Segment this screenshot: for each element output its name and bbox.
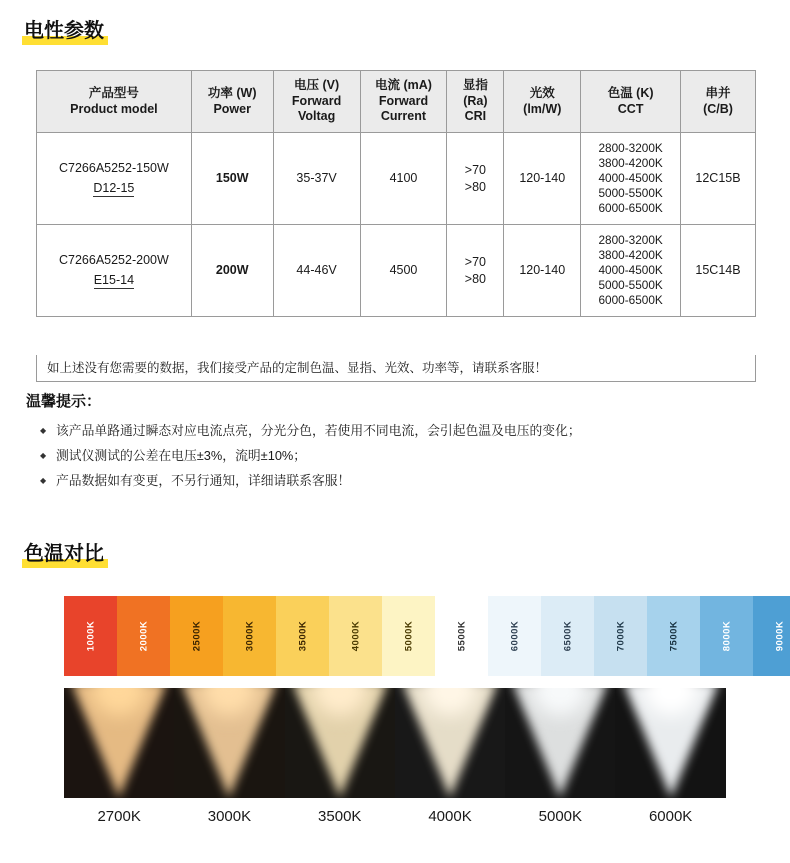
cell-model: C7266A5252-200W E15-14 (37, 225, 192, 317)
cell-cb: 12C15B (681, 133, 756, 225)
cct-swatch-strip (64, 596, 790, 676)
cell-power: 150W (191, 133, 273, 225)
list-item: ◆ 产品数据如有变更，不另行通知，详细请联系客服！ (56, 469, 766, 494)
cct-swatch: 7500K (647, 596, 700, 676)
tips-list (26, 419, 766, 494)
cell-cri: >70 >80 (447, 133, 504, 225)
beam-label-row (64, 802, 726, 825)
cell-efficacy: 120-140 (504, 225, 581, 317)
spec-table-wrapper (36, 70, 756, 317)
col-header-voltage: 电压 (V) Forward Voltag (273, 71, 360, 133)
tips-section (26, 390, 766, 494)
cct-swatch: 6500K (541, 596, 594, 676)
spec-table (36, 70, 756, 317)
beam-photo (505, 688, 615, 798)
cell-efficacy: 120-140 (504, 133, 581, 225)
cell-current: 4500 (360, 225, 447, 317)
cell-voltage: 44-46V (273, 225, 360, 317)
page-title-electrical-text: 电性参数 (24, 20, 104, 42)
cct-swatch: 7000K (594, 596, 647, 676)
cct-swatch: 4000K (329, 596, 382, 676)
cell-voltage: 35-37V (273, 133, 360, 225)
cell-model: C7266A5252-150W D12-15 (37, 133, 192, 225)
beam-photo (285, 688, 395, 798)
page-title-electrical (22, 20, 108, 44)
beam-label: 4000K (428, 808, 472, 825)
cct-swatch: 9000K (753, 596, 790, 676)
col-header-cri: 显指 (Ra) CRI (447, 71, 504, 133)
tips-heading: 温馨提示： (26, 393, 102, 410)
beam-label: 5000K (538, 808, 583, 825)
page-title-cct-text: 色温对比 (24, 543, 104, 565)
cell-current: 4100 (360, 133, 447, 225)
cct-swatch: 8000K (700, 596, 753, 676)
col-header-model: 产品型号 Product model (37, 71, 192, 133)
cell-cct: 2800-3200K 3800-4200K 4000-4500K 5000-5500K 6000-6500K (581, 225, 681, 317)
spec-table-head (37, 71, 756, 133)
col-header-cb: 串并 (C/B) (681, 71, 756, 133)
cct-swatch: 5000K (382, 596, 435, 676)
list-item: ◆ 测试仪测试的公差在电压±3%，流明±10%； (56, 444, 766, 469)
cell-cri: >70 >80 (447, 225, 504, 317)
col-header-efficacy: 光效 (lm/W) (504, 71, 581, 133)
table-row (37, 225, 756, 317)
list-item: ◆ 该产品单路通过瞬态对应电流点亮，分光分色，若使用不同电流，会引起色温及电压的变化； (56, 419, 766, 444)
cct-swatch: 3500K (276, 596, 329, 676)
table-footer-note: 如上述没有您需要的数据，我们接受产品的定制色温、显指、光效、功率等，请联系客服！ (36, 355, 756, 382)
col-header-cct: 色温 (K) CCT (581, 71, 681, 133)
beam-photo (395, 688, 505, 798)
table-header-row (37, 71, 756, 133)
beam-photo (174, 688, 284, 798)
beam-label: 6000K (648, 808, 693, 825)
table-row (37, 133, 756, 225)
cct-swatch: 1000K (64, 596, 117, 676)
cct-swatch: 3000K (223, 596, 276, 676)
beam-label: 3500K (318, 808, 362, 825)
cell-cct: 2800-3200K 3800-4200K 4000-4500K 5000-5500K 6000-6500K (581, 133, 681, 225)
col-header-current: 电流 (mA) Forward Current (360, 71, 447, 133)
spec-table-body (37, 133, 756, 317)
cct-swatch: 6000K (488, 596, 541, 676)
beam-photo-row (64, 688, 726, 798)
cell-power: 200W (191, 225, 273, 317)
beam-label: 3000K (207, 808, 252, 825)
cct-swatch: 5500K (435, 596, 488, 676)
page-title-cct (22, 543, 108, 567)
col-header-power: 功率 (W) Power (191, 71, 273, 133)
beam-label: 2700K (97, 808, 141, 825)
cct-swatch: 2000K (117, 596, 170, 676)
beam-photo (615, 688, 725, 798)
cct-swatch: 2500K (170, 596, 223, 676)
cell-cb: 15C14B (681, 225, 756, 317)
beam-photo (64, 688, 174, 798)
